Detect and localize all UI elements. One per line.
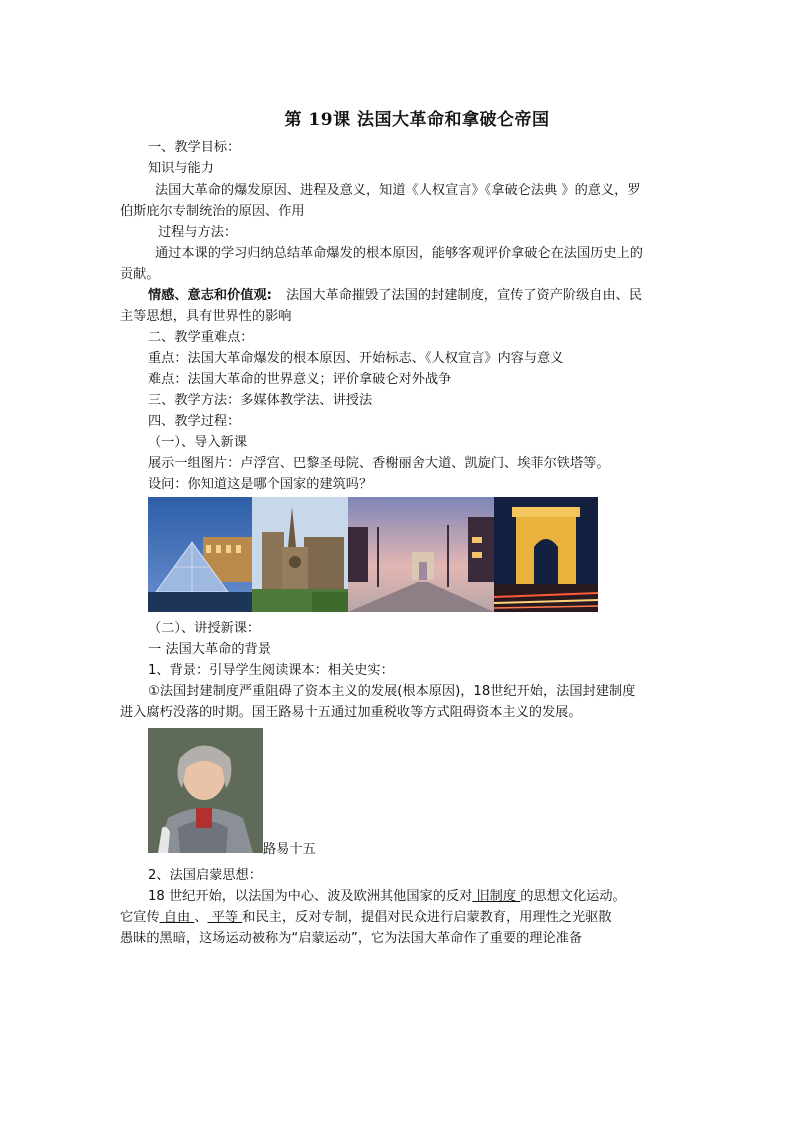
blank-freedom: 自由: [159, 910, 195, 925]
enl-2-post: 和民主，反对专制，提倡对民众进行启蒙教育，用理性之光驱散: [242, 910, 612, 925]
arc-de-triomphe-photo: [494, 497, 598, 612]
blank-equality: 平等: [207, 910, 243, 925]
teaching-methods: 三、教学方法：多媒体教学法、讲授法: [148, 393, 373, 408]
difficult-point: 难点：法国大革命的世界意义；评价拿破仑对外战争: [148, 372, 452, 387]
keypoints-heading: 二、教学重难点：: [148, 330, 254, 345]
enlightenment-line-3: 愚昧的黑暗，这场运动被称为“启蒙运动”，它为法国大革命作了重要的理论准备: [120, 931, 583, 946]
emotion-label: 情感、意志和价值观:: [148, 288, 272, 303]
background-text: 1、背景：引导学生阅读课本：相关史实：: [148, 663, 394, 678]
emotion-text-1: 法国大革命摧毁了法国的封建制度，宣传了资产阶级自由、民: [285, 288, 643, 303]
process-section-heading: 四、教学过程：: [148, 414, 241, 429]
new-lesson-heading: （二）、讲授新课：: [148, 621, 261, 636]
knowledge-heading: 知识与能力: [148, 161, 214, 176]
section-1-heading: 一 法国大革命的背景: [148, 642, 271, 657]
fact-1b: 进入腐朽没落的时期。国王路易十五通过加重税收等方式阻碍资本主义的发展。: [120, 705, 582, 720]
fact-1a: ①法国封建制度严重阻碍了资本主义的发展(根本原因)，18世纪开始，法国封建制度: [148, 684, 636, 699]
lesson-title: 第 19课 法国大革命和拿破仑帝国: [284, 110, 550, 130]
emotion-line: [148, 285, 642, 306]
question-text: 设问：你知道这是哪个国家的建筑吗？: [148, 477, 373, 492]
show-pictures-text: 展示一组图片：卢浮宫、巴黎圣母院、香榭丽舍大道、凯旋门、埃菲尔铁塔等。: [148, 456, 610, 471]
knowledge-text-1: 法国大革命的爆发原因、进程及意义，知道《人权宣言》《拿破仑法典 》的意义，罗: [155, 183, 641, 198]
knowledge-text-2: 伯斯庇尔专制统治的原因、作用: [120, 204, 305, 219]
louvre-photo: [148, 497, 252, 612]
emotion-text-2: 主等思想，具有世界性的影响: [120, 309, 292, 324]
blank-old-system: 旧制度: [472, 889, 521, 904]
process-text-2: 贡献。: [120, 267, 160, 282]
louis-xv-portrait: [148, 728, 263, 853]
enl-2-sep: 、: [194, 910, 208, 925]
enl-1-pre: 18 世纪开始，以法国为中心、波及欧洲其他国家的反对: [148, 889, 473, 904]
enl-2-pre: 它宣传: [120, 910, 160, 925]
process-heading: 过程与方法：: [158, 225, 238, 240]
enlightenment-line-1: [148, 886, 626, 907]
key-point: 重点：法国大革命爆发的根本原因、开始标志、《人权宣言》内容与意义: [148, 351, 564, 366]
portrait-caption: 路易十五: [263, 842, 316, 857]
intro-heading: （一）、导入新课: [148, 435, 247, 450]
enl-1-post: 的思想文化运动。: [520, 889, 626, 904]
objectives-heading: 一、教学目标：: [148, 140, 241, 155]
notre-dame-photo: [252, 497, 348, 612]
champs-elysees-photo: [348, 497, 494, 612]
enlightenment-line-2: [120, 907, 612, 928]
process-text-1: 通过本课的学习归纳总结革命爆发的根本原因，能够客观评价拿破仑在法国历史上的: [155, 246, 643, 261]
enlightenment-heading: 2、法国启蒙思想：: [148, 868, 262, 883]
